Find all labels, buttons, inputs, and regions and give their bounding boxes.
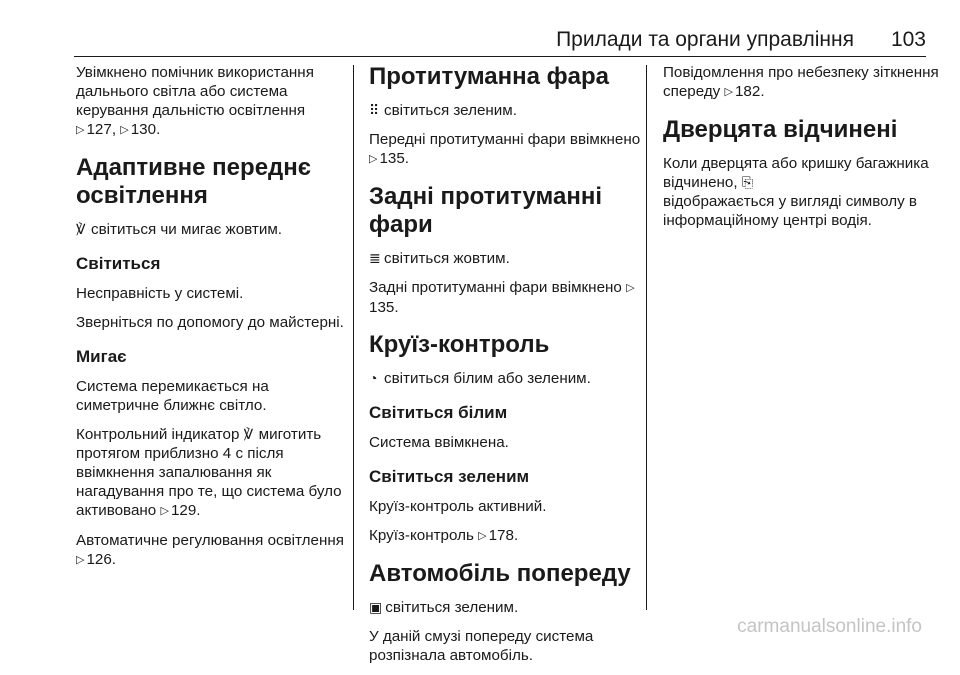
page-ref-link[interactable]: 135. [369, 299, 399, 316]
section-heading: Адаптивне переднє освітлення [76, 154, 312, 209]
paragraph: Увімкнено помічник використання дальнього світла або система керування дальністю освітлення ▷ 127, ▷ 130. [76, 64, 314, 138]
paragraph: Круїз-контроль ▷ 178. [369, 527, 519, 544]
paragraph: ⠿ світиться зеленим. [369, 102, 517, 119]
watermark: carmanualsonline.info [737, 616, 922, 637]
section-heading: Автомобіль попереду [369, 560, 631, 587]
paragraph: Задні протитуманні фари ввімкнено ▷135. [369, 279, 635, 316]
page-reference-icon: ▷ [160, 505, 169, 517]
paragraph: Автоматичне регулювання освітлення ▷ 126. [76, 532, 344, 568]
page-reference-icon: ▷ [626, 282, 635, 294]
column-3 [663, 63, 941, 240]
paragraph: Контрольний індикатор ℣ миготить протягом приблизно 4 с після ввімкнення запалювання як нагадування про те, що система було активовано ▷ 129. [76, 426, 342, 519]
section-heading: Задні протитуманні фари [369, 183, 603, 238]
paragraph: Коли дверцята або кришку багажника відчинено, ⎘ відображається у вигляді символу в інформаційному центрі водія. [663, 155, 929, 229]
adaptive-headlight-icon: ℣ [76, 221, 86, 237]
paragraph: Несправність у системі. [76, 285, 244, 302]
front-fog-light-icon: ⠿ [369, 102, 380, 118]
page-reference-icon: ▷ [120, 124, 129, 136]
page-title: Прилади та органи управління [556, 28, 854, 51]
page-reference-icon: ▷ [369, 153, 378, 165]
page-ref-link[interactable]: 135. [379, 150, 410, 167]
page-ref-link[interactable]: 127 [86, 121, 112, 138]
page-reference-icon: ▷ [76, 124, 85, 136]
paragraph: Передні протитуманні фари ввімкнено ▷ 135. [369, 131, 641, 167]
section-heading: Протитуманна фара [369, 63, 610, 90]
subsection-heading: Мигає [76, 347, 127, 366]
paragraph: ▣ світиться зеленим. [369, 599, 519, 616]
adaptive-headlight-icon: ℣ [243, 426, 254, 442]
paragraph: ℣ світиться чи мигає жовтим. [76, 221, 282, 238]
paragraph: Система ввімкнена. [369, 434, 509, 451]
paragraph: Система перемикається на симетричне ближнє світло. [76, 378, 269, 414]
page-ref-link[interactable]: 126. [86, 551, 117, 568]
page-ref-link[interactable]: 129. [170, 502, 201, 519]
paragraph: ◔ світиться білим або зеленим. [369, 370, 591, 387]
column-2 [369, 63, 647, 675]
page-number: 103 [890, 28, 926, 51]
page-reference-icon: ▷ [76, 554, 85, 566]
page-header [74, 26, 926, 56]
paragraph: ≣ світиться жовтим. [369, 250, 510, 267]
section-heading: Круїз-контроль [369, 331, 550, 358]
header-divider [74, 56, 926, 57]
paragraph: Зверніться по допомогу до майстерні. [76, 314, 344, 331]
column-1 [76, 63, 354, 580]
subsection-heading: Світиться [76, 254, 161, 273]
section-heading: Дверцята відчинені [663, 116, 898, 143]
page-reference-icon: ▷ [478, 530, 487, 542]
page-reference-icon: ▷ [724, 86, 733, 98]
page-ref-link[interactable]: 130. [130, 121, 161, 138]
subsection-heading: Світиться зеленим [369, 467, 530, 486]
cruise-control-icon: ◔ [369, 370, 378, 386]
vehicle-ahead-icon: ▣ [369, 599, 383, 615]
subsection-heading: Світиться білим [369, 403, 508, 422]
page-ref-link[interactable]: 178. [488, 527, 519, 544]
door-open-icon: ⎘ [741, 174, 754, 190]
paragraph: У даній смузі попереду система розпізнала автомобіль. [369, 628, 594, 664]
page-ref-link[interactable]: 182. [734, 83, 765, 100]
paragraph: Круїз-контроль активний. [369, 498, 547, 515]
paragraph: Повідомлення про небезпеку зіткнення спереду ▷ 182. [663, 64, 939, 100]
rear-fog-light-icon: ≣ [369, 250, 381, 266]
